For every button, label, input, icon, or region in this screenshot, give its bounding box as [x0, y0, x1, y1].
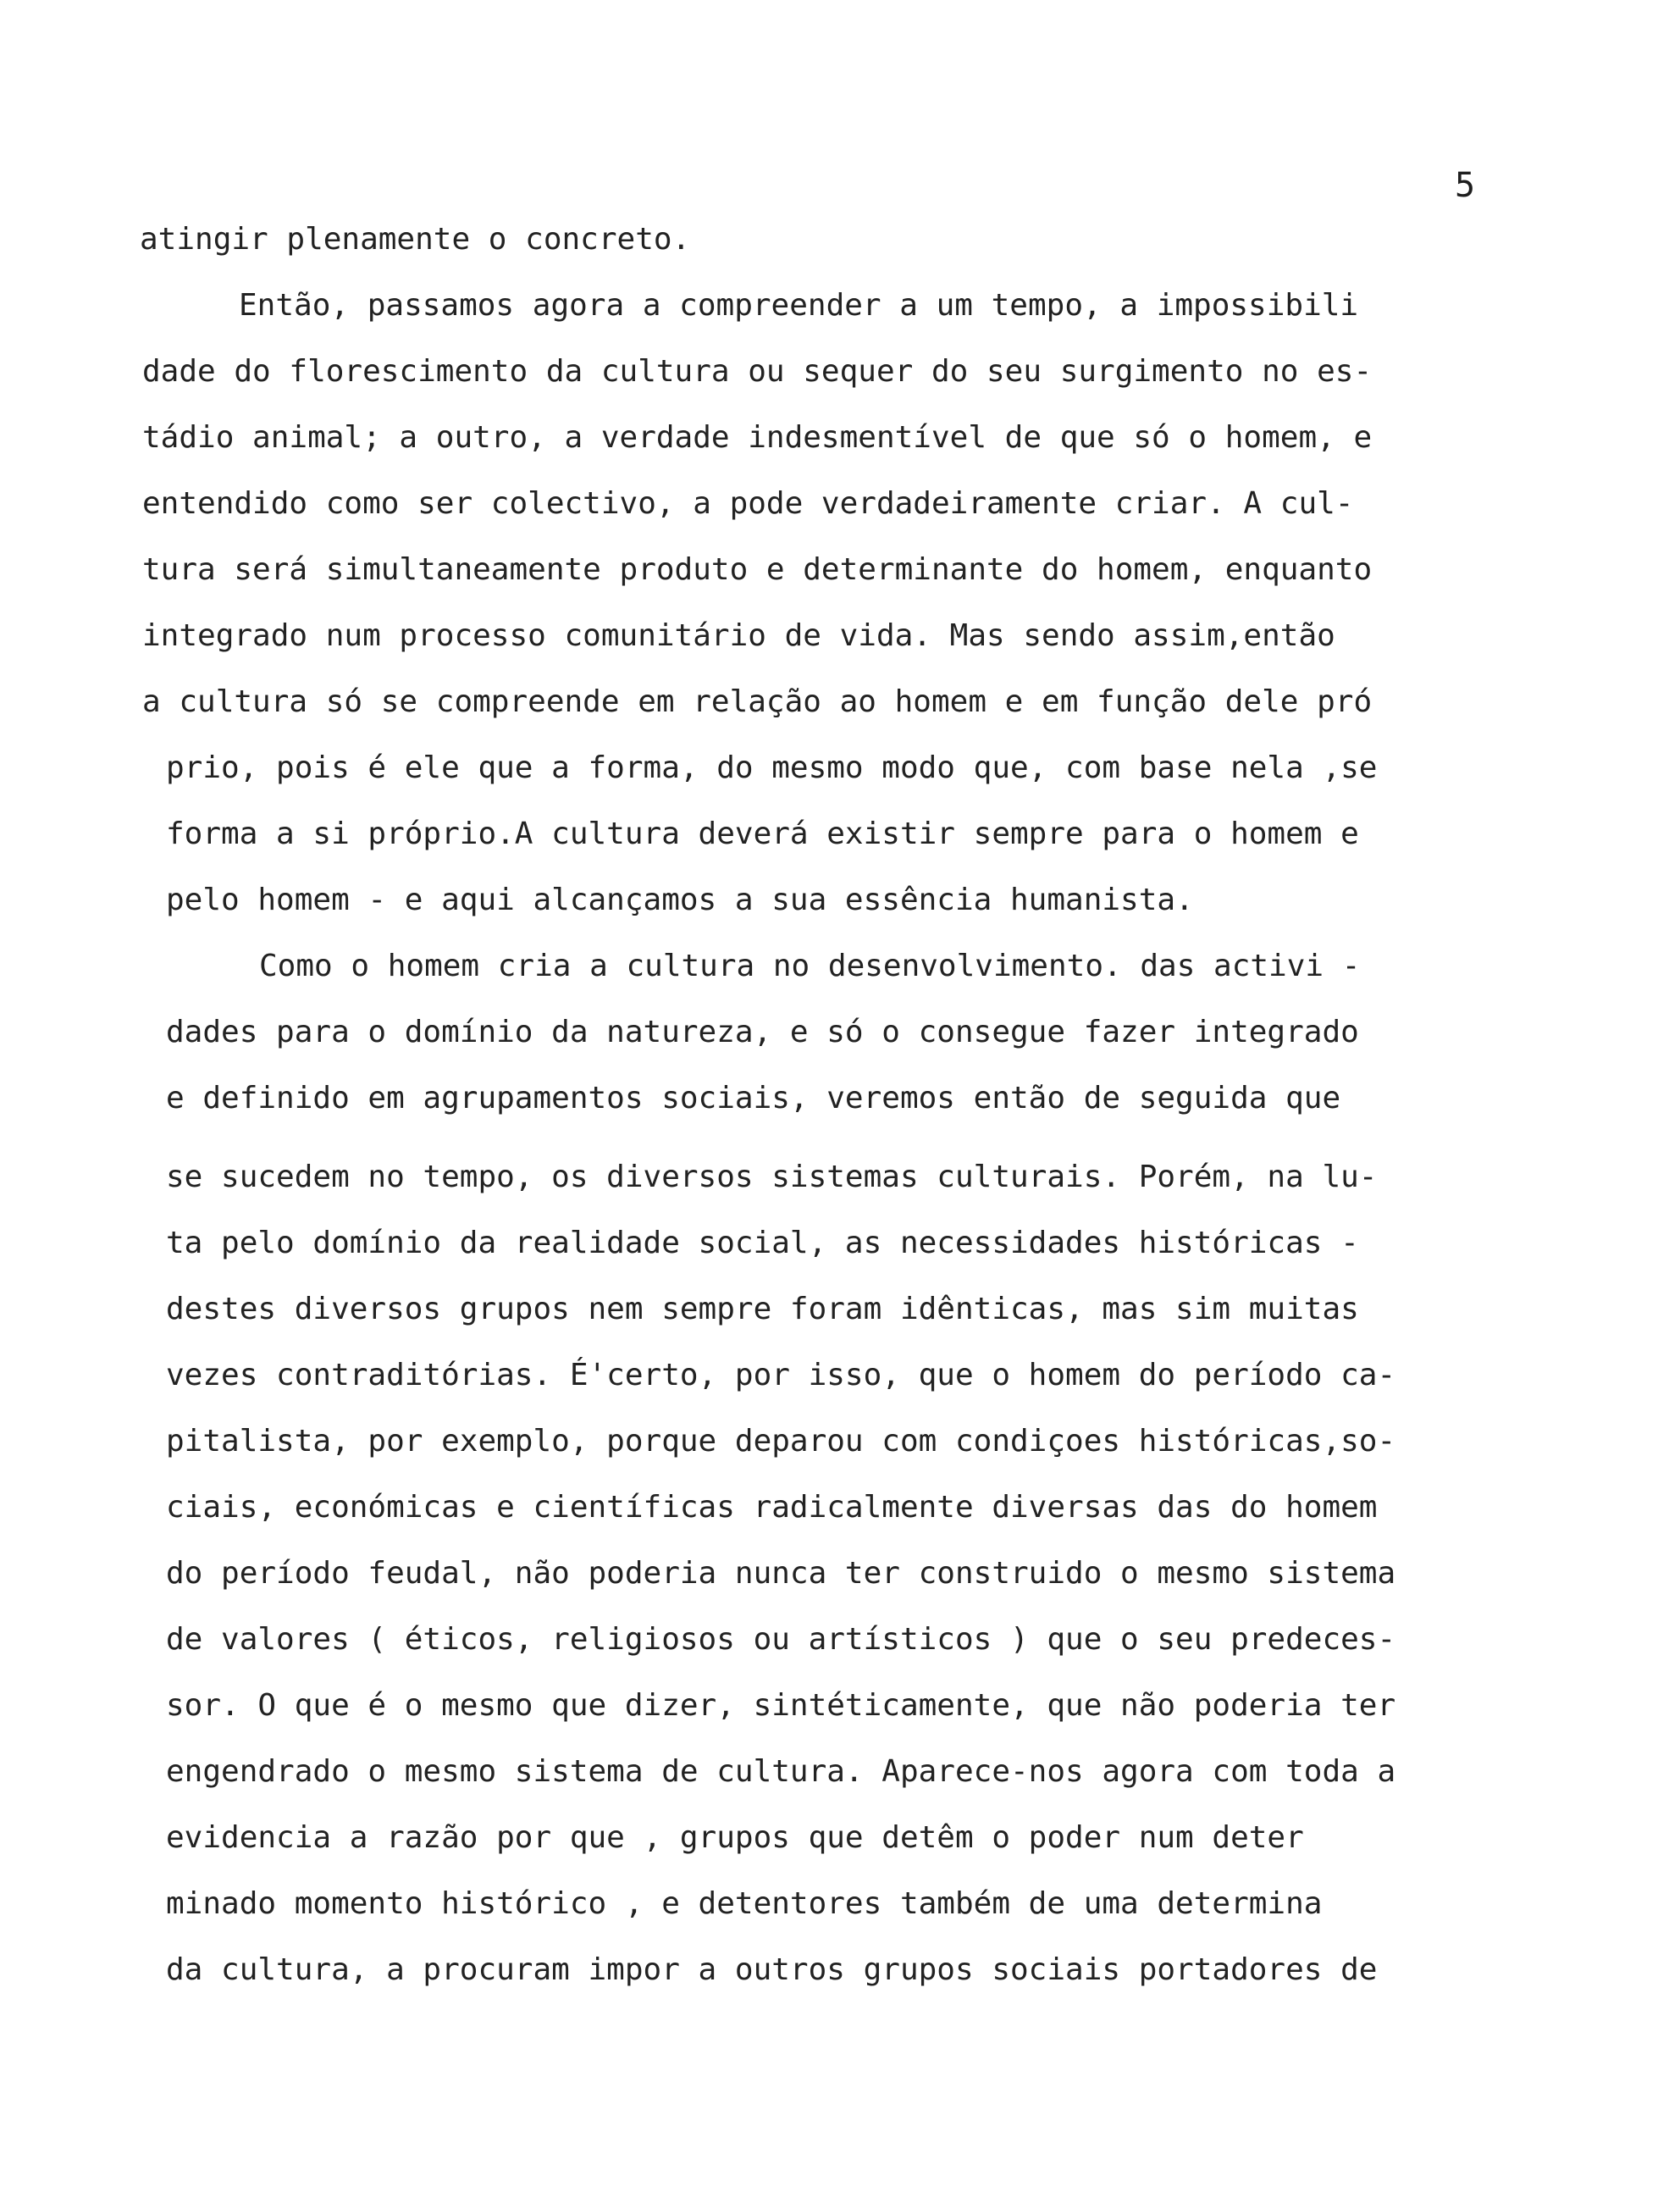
text-line: Então, passamos agora a compreender a um tempo, a impossibili: [239, 288, 1359, 323]
text-line: ciais, económicas e científicas radicalmente diversas das do homem: [166, 1490, 1378, 1525]
page-number: 5: [1455, 166, 1476, 205]
text-line: tádio animal; a outro, a verdade indesmentível de que só o homem, e: [142, 420, 1373, 455]
text-line: sor. O que é o mesmo que dizer, sintéticamente, que não poderia ter: [166, 1688, 1396, 1723]
text-line: integrado num processo comunitário de vida. Mas sendo assim,então: [142, 618, 1335, 653]
text-line: ta pelo domínio da realidade social, as necessidades históricas -: [166, 1226, 1359, 1260]
text-line: vezes contraditórias. É'certo, por isso, que o homem do período ca-: [166, 1358, 1396, 1392]
text-line: entendido como ser colectivo, a pode verdadeiramente criar. A cul-: [142, 486, 1354, 521]
text-line: tura será simultaneamente produto e determinante do homem, enquanto: [142, 552, 1373, 587]
text-line: de valores ( éticos, religiosos ou artísticos ) que o seu predeces-: [166, 1622, 1396, 1657]
text-line: prio, pois é ele que a forma, do mesmo modo que, com base nela ,se: [166, 750, 1378, 785]
text-line: dade do florescimento da cultura ou sequer do seu surgimento no es-: [142, 354, 1373, 389]
text-line: dades para o domínio da natureza, e só o consegue fazer integrado: [166, 1015, 1359, 1049]
text-line: atingir plenamente o concreto.: [140, 222, 691, 257]
text-line: Como o homem cria a cultura no desenvolvimento. das activi -: [259, 949, 1361, 983]
text-line: do período feudal, não poderia nunca ter construido o mesmo sistema: [166, 1556, 1396, 1591]
text-line: da cultura, a procuram impor a outros grupos sociais portadores de: [166, 1952, 1378, 1987]
text-line: pitalista, por exemplo, porque deparou com condiçoes históricas,so-: [166, 1424, 1396, 1459]
text-line: a cultura só se compreende em relação ao homem e em função dele pró: [142, 684, 1373, 719]
text-line: pelo homem - e aqui alcançamos a sua essência humanista.: [166, 883, 1194, 917]
text-line: se sucedem no tempo, os diversos sistemas culturais. Porém, na lu-: [166, 1160, 1378, 1194]
text-line: evidencia a razão por que , grupos que detêm o poder num deter: [166, 1820, 1304, 1855]
text-line: forma a si próprio.A cultura deverá existir sempre para o homem e: [166, 817, 1359, 851]
text-line: destes diversos grupos nem sempre foram idênticas, mas sim muitas: [166, 1292, 1359, 1326]
text-line: engendrado o mesmo sistema de cultura. Aparece-nos agora com toda a: [166, 1754, 1396, 1789]
text-line: minado momento histórico , e detentores também de uma determina: [166, 1886, 1323, 1921]
text-line: e definido em agrupamentos sociais, veremos então de seguida que: [166, 1081, 1341, 1116]
